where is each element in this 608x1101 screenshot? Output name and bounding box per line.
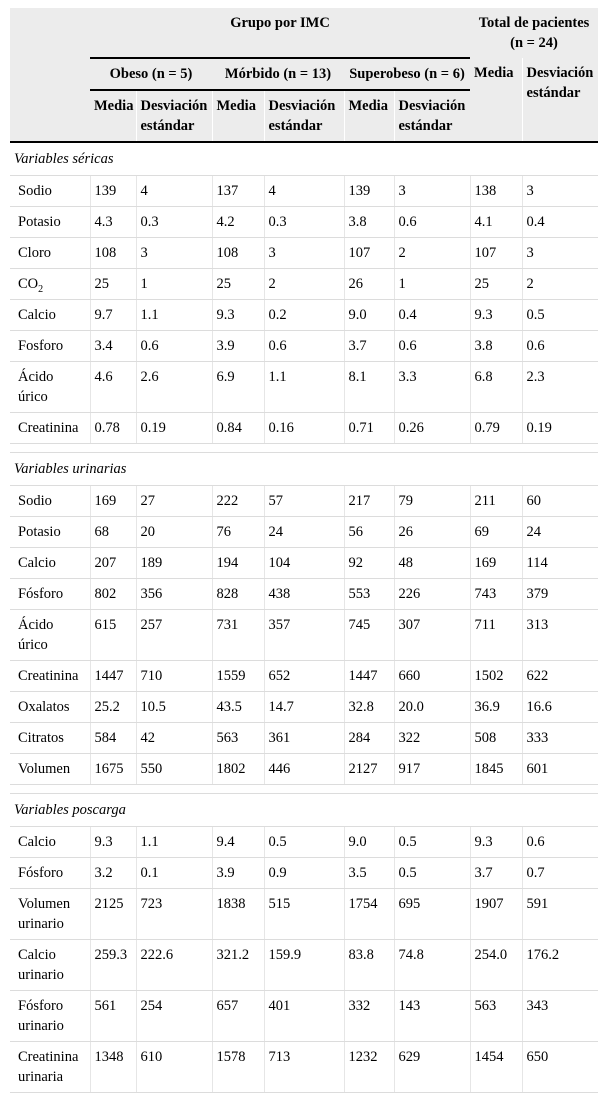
cell-sd: 2 [394,238,470,269]
table-row [10,207,598,238]
obeso-media-header: Media [90,90,136,142]
section-title: Variables poscarga [10,794,598,827]
cell-media: 9.3 [212,300,264,331]
cell-sd: 0.5 [522,300,598,331]
row-label-text: Cloro [18,245,52,261]
table-row [10,692,598,723]
table-row [10,754,598,785]
cell-media: 2125 [90,889,136,940]
cell-media: 561 [90,991,136,1042]
cell-media: 1502 [470,661,522,692]
cell-sd: 79 [394,486,470,517]
cell-media: 1754 [344,889,394,940]
cell-media: 9.0 [344,827,394,858]
cell-sd: 57 [264,486,344,517]
cell-sd: 629 [394,1042,470,1093]
cell-media: 1348 [90,1042,136,1093]
cell-sd: 0.6 [522,827,598,858]
cell-media: 211 [470,486,522,517]
cell-media: 0.79 [470,413,522,444]
cell-sd: 0.5 [264,827,344,858]
cell-sd: 0.6 [264,331,344,362]
cell-media: 25 [90,269,136,300]
cell-sd: 313 [522,610,598,661]
cell-sd: 2 [264,269,344,300]
row-label [10,991,90,1042]
row-label [10,362,90,413]
table-row [10,610,598,661]
cell-media: 207 [90,548,136,579]
obeso-sd-header: Desviación estándar [136,90,212,142]
cell-sd: 0.3 [136,207,212,238]
row-label-text: Ácido úrico [18,369,54,405]
table-row [10,889,598,940]
row-label [10,207,90,238]
row-label [10,413,90,444]
row-label-text: Calcio [18,555,56,571]
cell-sd: 2 [522,269,598,300]
cell-media: 26 [344,269,394,300]
cell-media: 9.4 [212,827,264,858]
row-label-text: Volumen urinario [18,896,71,932]
cell-sd: 14.7 [264,692,344,723]
cell-media: 9.3 [470,300,522,331]
cell-media: 107 [470,238,522,269]
cell-media: 69 [470,517,522,548]
cell-media: 108 [90,238,136,269]
table-row [10,517,598,548]
cell-media: 0.78 [90,413,136,444]
cell-sd: 42 [136,723,212,754]
cell-sd: 446 [264,754,344,785]
cell-sd: 0.9 [264,858,344,889]
table-row [10,548,598,579]
cell-sd: 713 [264,1042,344,1093]
cell-sd: 660 [394,661,470,692]
cell-sd: 0.6 [394,207,470,238]
row-label [10,331,90,362]
cell-sd: 3 [136,238,212,269]
cell-media: 563 [470,991,522,1042]
cell-media: 1454 [470,1042,522,1093]
cell-sd: 0.6 [522,331,598,362]
row-label-text: Calcio urinario [18,947,64,983]
cell-media: 139 [90,176,136,207]
cell-media: 1838 [212,889,264,940]
cell-sd: 0.5 [394,858,470,889]
row-label-text: Fósforo urinario [18,998,64,1034]
group-header-superobeso: Superobeso (n = 6) [344,58,470,90]
row-label-text: Fósforo [18,865,64,881]
cell-sd: 2.3 [522,362,598,413]
cell-media: 43.5 [212,692,264,723]
section-header-row [10,794,598,827]
row-label [10,269,90,300]
cell-media: 321.2 [212,940,264,991]
cell-sd: 379 [522,579,598,610]
row-label-text: Fosforo [18,338,64,354]
group-header-morbido: Mórbido (n = 13) [212,58,344,90]
cell-sd: 27 [136,486,212,517]
row-label-text: Creatinina [18,420,79,436]
cell-sd: 143 [394,991,470,1042]
cell-media: 743 [470,579,522,610]
row-label [10,858,90,889]
row-label-text: Creatinina [18,668,79,684]
cell-media: 584 [90,723,136,754]
cell-sd: 0.6 [394,331,470,362]
cell-media: 32.8 [344,692,394,723]
cell-sd: 652 [264,661,344,692]
cell-sd: 0.3 [264,207,344,238]
cell-sd: 322 [394,723,470,754]
table-row [10,331,598,362]
cell-sd: 550 [136,754,212,785]
row-label [10,889,90,940]
cell-media: 0.71 [344,413,394,444]
cell-media: 4.3 [90,207,136,238]
cell-media: 3.9 [212,331,264,362]
cell-sd: 0.6 [136,331,212,362]
section-title: Variables séricas [10,142,598,176]
row-label [10,579,90,610]
total-sd-header: Desviación estándar [522,58,598,142]
cell-media: 76 [212,517,264,548]
cell-media: 1447 [90,661,136,692]
row-label-text: Creatinina urinaria [18,1049,79,1085]
cell-media: 731 [212,610,264,661]
cell-sd: 189 [136,548,212,579]
row-label-text: Potasio [18,524,61,540]
cell-media: 802 [90,579,136,610]
row-label [10,548,90,579]
table-row [10,827,598,858]
cell-media: 1578 [212,1042,264,1093]
row-label-text: Citratos [18,730,64,746]
table-body [10,142,598,1093]
cell-media: 137 [212,176,264,207]
cell-sd: 357 [264,610,344,661]
cell-sd: 1 [394,269,470,300]
cell-media: 107 [344,238,394,269]
cell-sd: 254 [136,991,212,1042]
cell-media: 563 [212,723,264,754]
group-header-obeso: Obeso (n = 5) [90,58,212,90]
row-label-text: Sodio [18,493,52,509]
row-label-text: Sodio [18,183,52,199]
cell-sd: 622 [522,661,598,692]
cell-media: 8.1 [344,362,394,413]
table-row [10,269,598,300]
cell-sd: 222.6 [136,940,212,991]
cell-sd: 0.5 [394,827,470,858]
cell-media: 9.7 [90,300,136,331]
cell-sd: 1.1 [264,362,344,413]
row-label [10,723,90,754]
cell-sd: 917 [394,754,470,785]
cell-sd: 601 [522,754,598,785]
cell-media: 254.0 [470,940,522,991]
cell-sd: 4 [136,176,212,207]
cell-sd: 0.2 [264,300,344,331]
row-label [10,1042,90,1093]
table-header [10,8,598,142]
row-label-text: Calcio [18,834,56,850]
cell-media: 1845 [470,754,522,785]
cell-media: 169 [90,486,136,517]
cell-sd: 1.1 [136,300,212,331]
cell-sd: 515 [264,889,344,940]
row-label [10,754,90,785]
cell-media: 711 [470,610,522,661]
cell-media: 3.7 [344,331,394,362]
cell-media: 92 [344,548,394,579]
cell-sd: 16.6 [522,692,598,723]
table-row [10,661,598,692]
morbido-media-header: Media [212,90,264,142]
cell-sd: 723 [136,889,212,940]
cell-media: 9.3 [470,827,522,858]
cell-media: 194 [212,548,264,579]
row-label-subscript: 2 [38,284,44,295]
cell-media: 508 [470,723,522,754]
cell-media: 553 [344,579,394,610]
cell-media: 36.9 [470,692,522,723]
cell-sd: 1 [136,269,212,300]
table-row [10,858,598,889]
cell-sd: 591 [522,889,598,940]
row-label [10,661,90,692]
data-table [10,8,598,1093]
cell-sd: 3 [522,238,598,269]
cell-media: 615 [90,610,136,661]
cell-media: 828 [212,579,264,610]
cell-sd: 176.2 [522,940,598,991]
cell-media: 3.5 [344,858,394,889]
cell-sd: 10.5 [136,692,212,723]
cell-media: 657 [212,991,264,1042]
cell-media: 6.9 [212,362,264,413]
cell-media: 3.9 [212,858,264,889]
cell-media: 169 [470,548,522,579]
cell-sd: 307 [394,610,470,661]
cell-sd: 3 [522,176,598,207]
cell-sd: 0.19 [522,413,598,444]
cell-sd: 3.3 [394,362,470,413]
table-row [10,238,598,269]
cell-media: 3.4 [90,331,136,362]
cell-sd: 48 [394,548,470,579]
cell-sd: 695 [394,889,470,940]
cell-sd: 610 [136,1042,212,1093]
cell-sd: 20 [136,517,212,548]
cell-sd: 20.0 [394,692,470,723]
cell-sd: 114 [522,548,598,579]
cell-sd: 0.4 [522,207,598,238]
row-label [10,940,90,991]
row-label [10,610,90,661]
cell-media: 3.2 [90,858,136,889]
cell-media: 138 [470,176,522,207]
row-label-text: Potasio [18,214,61,230]
cell-media: 4.1 [470,207,522,238]
cell-media: 83.8 [344,940,394,991]
cell-sd: 226 [394,579,470,610]
section-spacer [10,785,598,794]
table-row [10,1042,598,1093]
cell-sd: 26 [394,517,470,548]
table-row [10,991,598,1042]
cell-media: 1559 [212,661,264,692]
cell-media: 217 [344,486,394,517]
cell-sd: 0.19 [136,413,212,444]
row-label-text: Ácido úrico [18,617,54,653]
cell-sd: 0.26 [394,413,470,444]
cell-media: 1675 [90,754,136,785]
total-media-header: Media [470,58,522,142]
section-title: Variables urinarias [10,453,598,486]
header-corner [10,8,90,142]
cell-sd: 3 [264,238,344,269]
row-label-text: Oxalatos [18,699,70,715]
cell-sd: 401 [264,991,344,1042]
row-label-text: Fósforo [18,586,64,602]
cell-media: 1232 [344,1042,394,1093]
row-label-text: CO [18,276,39,292]
table-row [10,413,598,444]
cell-sd: 1.1 [136,827,212,858]
cell-sd: 333 [522,723,598,754]
cell-sd: 104 [264,548,344,579]
row-label [10,692,90,723]
total-title: Total de pacientes (n = 24) [470,8,598,58]
group-title: Grupo por IMC [90,8,470,58]
cell-sd: 159.9 [264,940,344,991]
section-header-row [10,453,598,486]
row-label-text: Calcio [18,307,56,323]
cell-sd: 74.8 [394,940,470,991]
cell-media: 139 [344,176,394,207]
cell-media: 745 [344,610,394,661]
cell-media: 6.8 [470,362,522,413]
cell-sd: 710 [136,661,212,692]
row-label [10,176,90,207]
cell-sd: 438 [264,579,344,610]
table-row [10,176,598,207]
cell-media: 1447 [344,661,394,692]
table-row [10,579,598,610]
cell-media: 3.8 [470,331,522,362]
cell-media: 4.2 [212,207,264,238]
table-row [10,486,598,517]
cell-media: 332 [344,991,394,1042]
row-label-text: Volumen [18,761,71,777]
superobeso-media-header: Media [344,90,394,142]
cell-sd: 4 [264,176,344,207]
cell-media: 56 [344,517,394,548]
cell-sd: 24 [522,517,598,548]
table-row [10,300,598,331]
table-row [10,362,598,413]
cell-media: 0.84 [212,413,264,444]
cell-media: 9.3 [90,827,136,858]
cell-sd: 361 [264,723,344,754]
cell-media: 68 [90,517,136,548]
cell-sd: 257 [136,610,212,661]
cell-sd: 650 [522,1042,598,1093]
section-spacer [10,444,598,453]
cell-sd: 0.7 [522,858,598,889]
table-row [10,723,598,754]
cell-media: 25 [212,269,264,300]
cell-media: 1802 [212,754,264,785]
cell-media: 2127 [344,754,394,785]
section-header-row [10,142,598,176]
superobeso-sd-header: Desviación estándar [394,90,470,142]
row-label [10,238,90,269]
cell-sd: 0.16 [264,413,344,444]
cell-sd: 60 [522,486,598,517]
cell-media: 3.7 [470,858,522,889]
cell-media: 25 [470,269,522,300]
cell-sd: 2.6 [136,362,212,413]
cell-media: 222 [212,486,264,517]
row-label [10,827,90,858]
table-row [10,940,598,991]
cell-media: 1907 [470,889,522,940]
cell-media: 284 [344,723,394,754]
cell-media: 259.3 [90,940,136,991]
row-label [10,300,90,331]
cell-sd: 3 [394,176,470,207]
cell-media: 4.6 [90,362,136,413]
cell-sd: 343 [522,991,598,1042]
cell-sd: 356 [136,579,212,610]
row-label [10,486,90,517]
cell-media: 3.8 [344,207,394,238]
morbido-sd-header: Desviación estándar [264,90,344,142]
cell-media: 9.0 [344,300,394,331]
cell-sd: 0.1 [136,858,212,889]
cell-sd: 0.4 [394,300,470,331]
cell-media: 108 [212,238,264,269]
cell-sd: 24 [264,517,344,548]
cell-media: 25.2 [90,692,136,723]
row-label [10,517,90,548]
